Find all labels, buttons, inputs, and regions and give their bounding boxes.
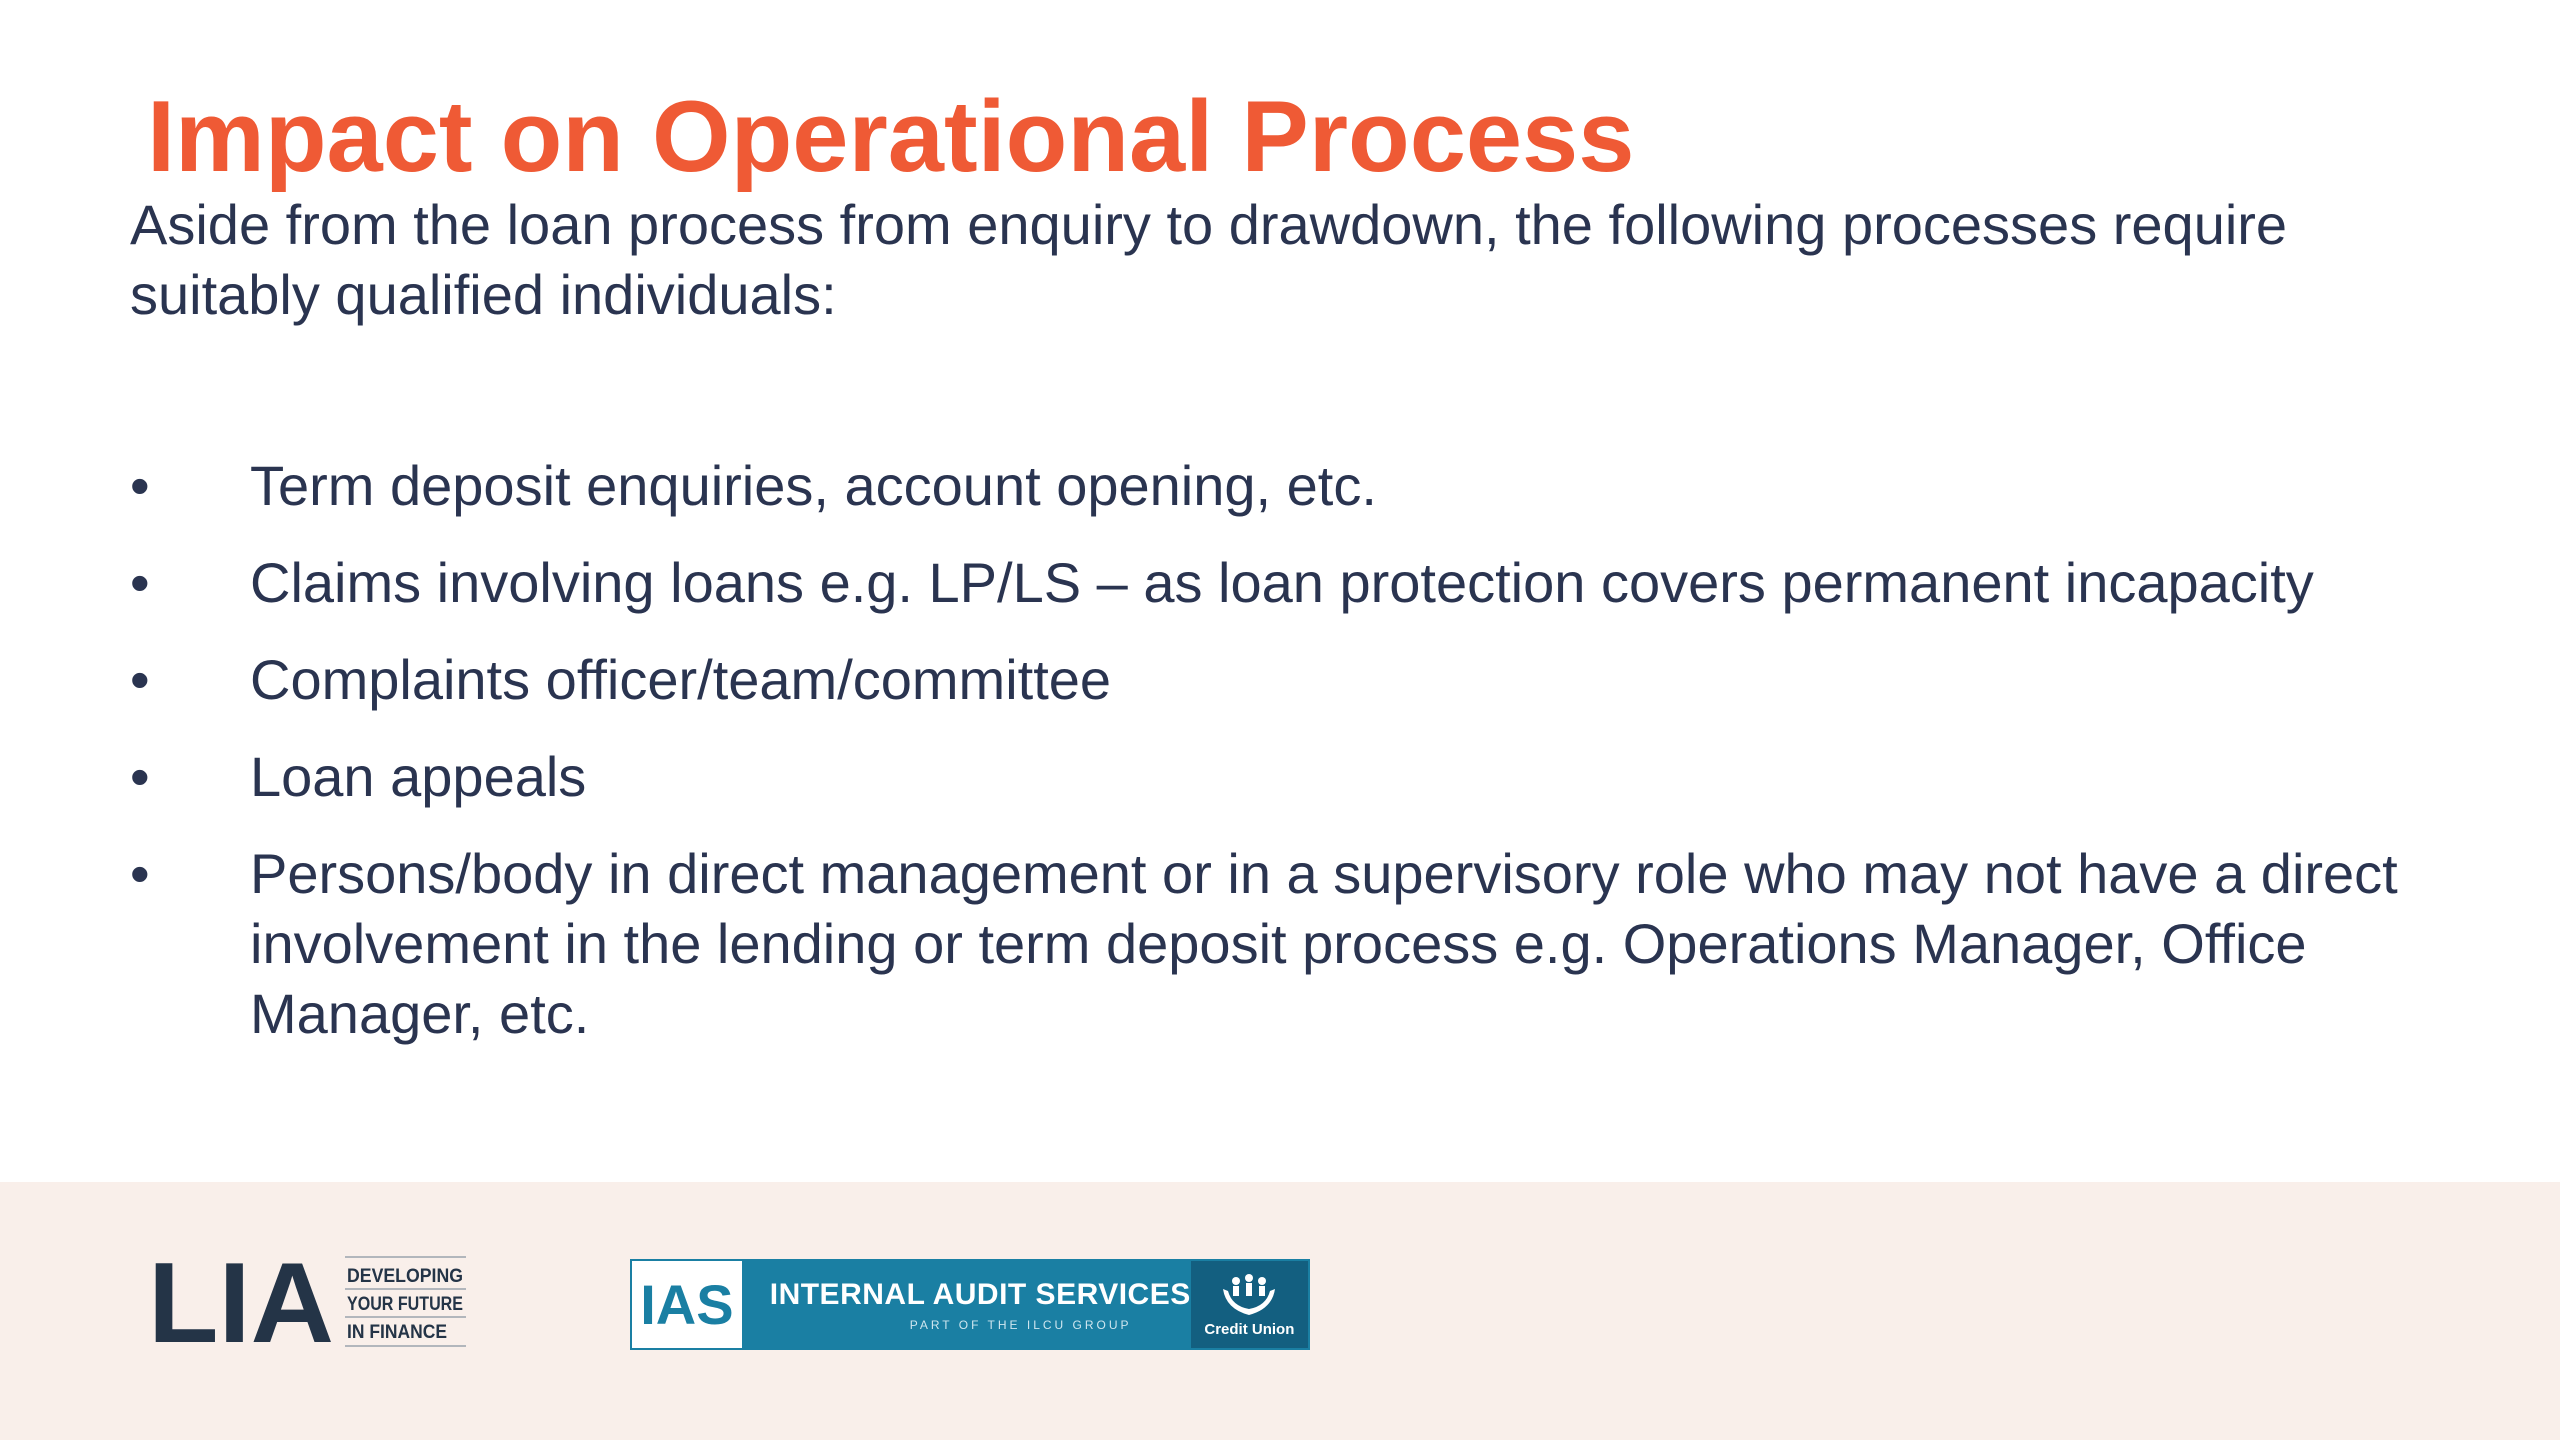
ias-subtitle: PART OF THE ILCU GROUP xyxy=(909,1317,1132,1332)
credit-union-label: Credit Union xyxy=(1204,1321,1295,1338)
bullet-text: Loan appeals xyxy=(250,745,587,808)
bullet-list xyxy=(130,451,2450,1076)
bullet-marker: • xyxy=(130,842,150,905)
lia-wordmark: LIA xyxy=(148,1252,334,1352)
bullet-marker: • xyxy=(130,745,150,808)
bullet-item xyxy=(130,548,2450,618)
ias-logo xyxy=(630,1259,1310,1350)
bullet-text: Complaints officer/team/committee xyxy=(250,648,1112,711)
bullet-item xyxy=(130,645,2450,715)
bullet-marker: • xyxy=(130,551,150,614)
lia-tagline-line-3: IN FINANCE xyxy=(347,1322,447,1343)
bullet-marker: • xyxy=(130,648,150,711)
bullet-text: Claims involving loans e.g. LP/LS – as loan protection covers permanent incapacity xyxy=(250,551,2314,614)
ias-name: INTERNAL AUDIT SERVICES xyxy=(769,1277,1191,1311)
bullet-item xyxy=(130,839,2450,1049)
bullet-marker: • xyxy=(130,454,150,517)
bullet-text: Term deposit enquiries, account opening, etc. xyxy=(250,454,1377,517)
lia-logo xyxy=(148,1252,488,1352)
bullet-item xyxy=(130,451,2450,521)
bullet-item xyxy=(130,742,2450,812)
bullet-text: Persons/body in direct management or in a supervisory role who may not have a direct involvement in the lending or term deposit process e.g. Operations Manager, Office Manager, etc. xyxy=(250,842,2398,1045)
intro-paragraph: Aside from the loan process from enquiry to drawdown, the following processes require suitably qualified individuals: xyxy=(130,193,2288,326)
lia-tagline-line-1: DEVELOPING xyxy=(347,1266,463,1287)
ias-short-mark: IAS xyxy=(632,1261,742,1348)
slide-title: Impact on Operational Process xyxy=(147,81,1635,193)
credit-union-mark xyxy=(1191,1261,1308,1348)
ias-name-block xyxy=(742,1261,1191,1348)
lia-tagline-line-2: YOUR FUTURE xyxy=(347,1294,463,1315)
credit-union-hands-icon xyxy=(1220,1271,1278,1319)
